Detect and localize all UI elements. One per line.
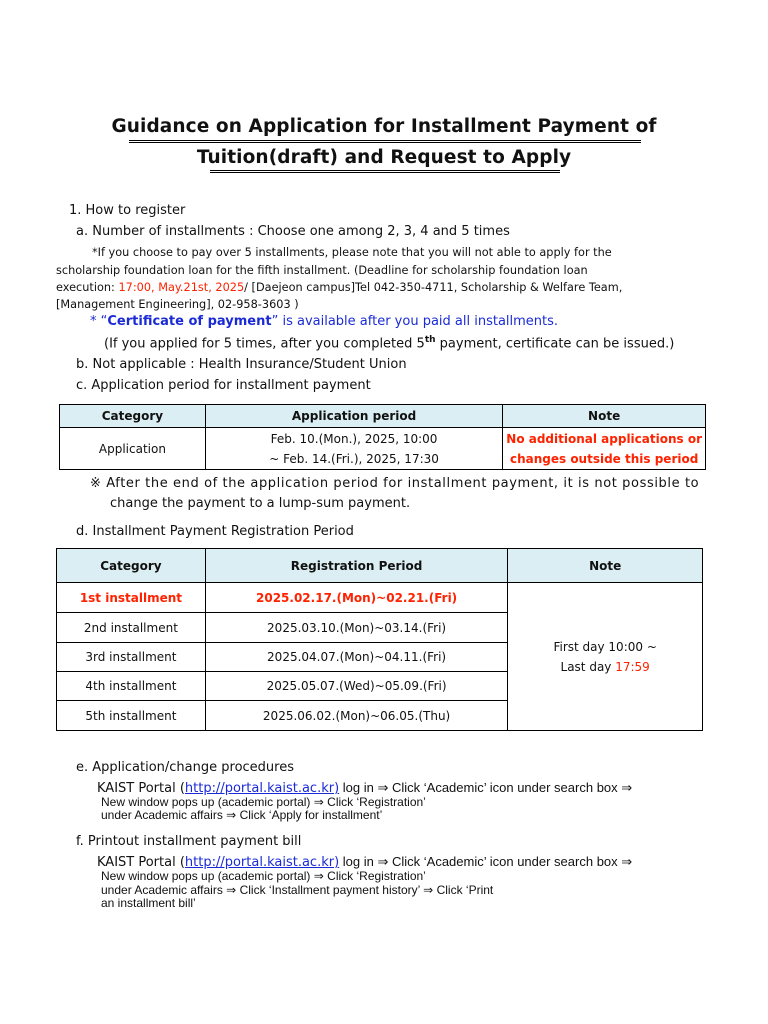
item-f-portal-prefix: KAIST Portal ( <box>97 855 185 870</box>
title-underline-2 <box>210 170 560 171</box>
table-d-note-line2 <box>508 657 702 677</box>
table-c-category: Application <box>60 428 206 470</box>
item-f-printout: f. Printout installment payment bill <box>76 834 302 849</box>
table-c-period <box>205 428 502 470</box>
note-line-3-suffix: / [Daejeon campus]Tel 042-350-4711, Scholarship & Welfare Team, <box>244 281 623 294</box>
item-e-line-3: under Academic affairs ⇒ Click ‘Apply for installment’ <box>101 808 383 822</box>
registration-period-table <box>56 548 703 731</box>
note-line-3 <box>56 281 622 294</box>
item-e-portal-prefix: KAIST Portal ( <box>97 781 185 796</box>
table-c-header-note: Note <box>503 405 706 428</box>
after-note-line-2: change the payment to a lump-sum payment. <box>110 496 411 511</box>
table-c-note-line2: changes outside this period <box>509 451 699 466</box>
item-e-line-2: New window pops up (academic portal) ⇒ Click ‘Registration’ <box>101 795 426 809</box>
table-d-row-5-category: 5th installment <box>57 701 206 731</box>
note-line-2: scholarship foundation loan for the fifth installment. (Deadline for scholarship foundation loan <box>56 264 588 277</box>
table-d-note-line1: First day 10:00 ~ <box>553 639 657 654</box>
certificate-note-2-suffix: payment, certificate can be issued.) <box>435 336 675 352</box>
item-f-line-1 <box>97 854 632 870</box>
table-d-header-category: Category <box>57 549 206 583</box>
table-d-row-1-category: 1st installment <box>57 583 206 613</box>
page-title-line-2: Tuition(draft) and Request to Apply <box>196 147 572 168</box>
item-f-line-3: under Academic affairs ⇒ Click ‘Installment payment history’ ⇒ Click ‘Print <box>101 883 494 897</box>
table-d-row-4-category: 4th installment <box>57 672 206 701</box>
table-d-row-3-category: 3rd installment <box>57 643 206 672</box>
after-note-line-1: ※ After the end of the application period for installment payment, it is not possible to <box>90 476 700 491</box>
note-line-3-prefix: execution: <box>56 281 115 294</box>
table-c-note-line1: No additional applications or <box>506 431 702 446</box>
certificate-note-2-sup: th <box>424 335 436 345</box>
table-d-header-note: Note <box>508 549 703 583</box>
table-c-header-period: Application period <box>205 405 502 428</box>
table-d-row-3-period: 2025.04.07.(Mon)~04.11.(Fri) <box>205 643 508 672</box>
table-d-row-1-period: 2025.02.17.(Mon)~02.21.(Fri) <box>205 583 508 613</box>
item-e-line-1 <box>97 780 632 796</box>
certificate-note-2-prefix: (If you applied for 5 times, after you completed 5 <box>104 336 425 352</box>
table-d-note-deadline: 17:59 <box>615 659 650 674</box>
title-underline-1b <box>129 142 641 143</box>
table-c-header-category: Category <box>60 405 206 428</box>
title-underline-2b <box>210 172 560 173</box>
table-d-row-5-period: 2025.06.02.(Mon)~06.05.(Thu) <box>205 701 508 731</box>
item-f-line-4: an installment bill’ <box>101 896 196 910</box>
table-d-row-4-period: 2025.05.07.(Wed)~05.09.(Fri) <box>205 672 508 701</box>
item-f-line-1-suffix: log in ⇒ Click ‘Academic’ icon under search box ⇒ <box>339 854 633 869</box>
page-title-line-1: Guidance on Application for Installment Payment of <box>111 116 657 137</box>
table-d-row-2-category: 2nd installment <box>57 613 206 643</box>
certificate-note-suffix: ” is available after you paid all installments. <box>271 314 559 329</box>
note-line-4: [Management Engineering], 02-958-3603 ) <box>56 298 299 311</box>
item-e-procedures: e. Application/change procedures <box>76 760 294 775</box>
table-c-period-line1: Feb. 10.(Mon.), 2025, 10:00 <box>270 431 438 446</box>
item-c-application-period: c. Application period for installment payment <box>76 378 371 393</box>
certificate-note-bold: Certificate of payment <box>107 314 272 329</box>
kaist-portal-link-f[interactable]: http://portal.kaist.ac.kr) <box>184 855 340 870</box>
table-c-note <box>503 428 706 470</box>
note-line-1: *If you choose to pay over 5 installments, please note that you will not able to apply for the <box>92 246 612 259</box>
table-d-header-period: Registration Period <box>205 549 508 583</box>
item-e-line-1-suffix: log in ⇒ Click ‘Academic’ icon under search box ⇒ <box>339 780 633 795</box>
table-c-period-line2: ~ Feb. 14.(Fri.), 2025, 17:30 <box>269 451 439 466</box>
title-underline-1 <box>129 140 641 141</box>
table-d-row-2-period: 2025.03.10.(Mon)~03.14.(Fri) <box>205 613 508 643</box>
section-heading-how-to-register: 1. How to register <box>69 203 186 218</box>
item-a-installments: a. Number of installments : Choose one among 2, 3, 4 and 5 times <box>76 224 510 239</box>
item-b-not-applicable: b. Not applicable : Health Insurance/Student Union <box>76 357 407 372</box>
item-d-registration-period: d. Installment Payment Registration Period <box>76 524 354 539</box>
certificate-note-prefix: * “ <box>90 314 108 329</box>
certificate-note-2 <box>104 335 674 351</box>
loan-deadline: 17:00, May.21st, 2025 <box>118 281 245 294</box>
application-period-table <box>59 404 706 470</box>
certificate-note <box>90 314 558 329</box>
item-f-line-2: New window pops up (academic portal) ⇒ Click ‘Registration’ <box>101 869 426 883</box>
kaist-portal-link-e[interactable]: http://portal.kaist.ac.kr) <box>184 781 340 796</box>
table-d-note-line2-prefix: Last day <box>560 659 616 674</box>
table-d-note <box>508 583 703 731</box>
